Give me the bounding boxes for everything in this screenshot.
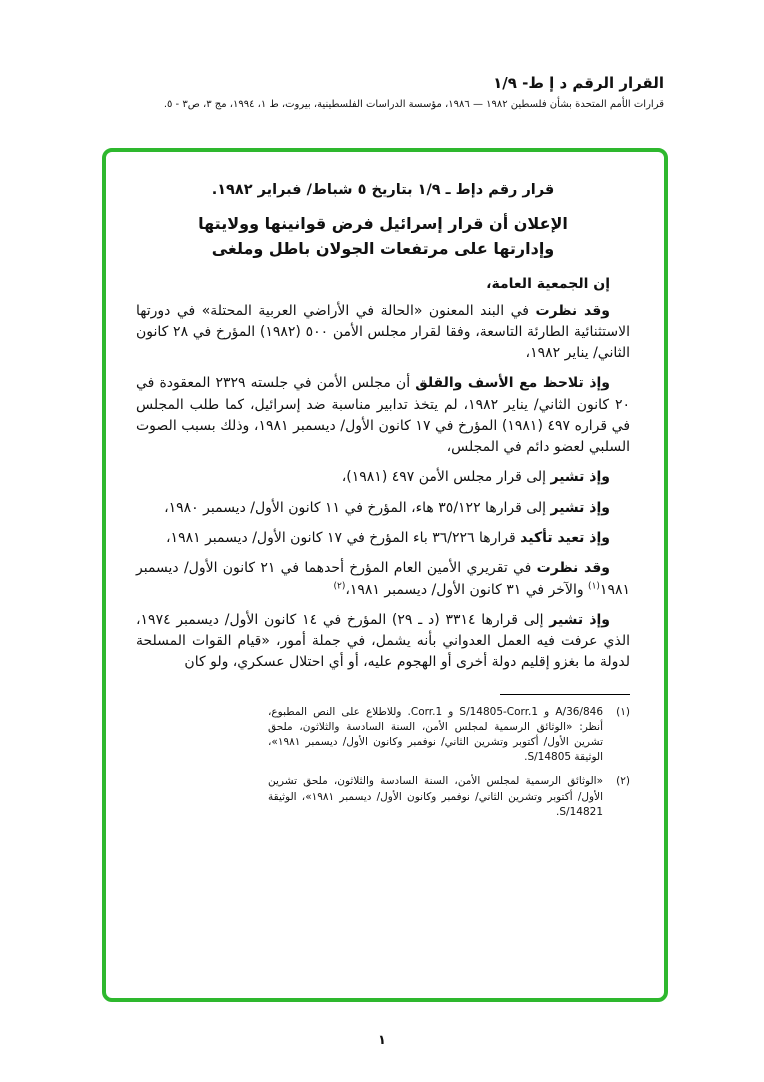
resolution-date-line: قرار رقم دإط ـ ١/٩ بتاريخ ٥ شباط/ فبراير ١٩٨٢. [211,182,555,198]
paragraph-lead: وإذ تشير [549,611,611,628]
paragraph-lead: وإذ تعيد تأكيد [520,529,610,546]
body-paragraph-4 [136,498,630,519]
page-number: ١ [378,1033,386,1048]
body-paragraph-3 [136,467,630,488]
footnote-ref-1: (١) [588,580,600,591]
footnote-2 [268,774,630,820]
paragraph-text: والآخر في ٣١ كانون الأول/ ديسمبر ١٩٨١، [345,581,589,598]
footnote-text: «الوثائق الرسمية لمجلس الأمن، السنة السادسة والثلاثون، ملحق تشرين الأول/ أكتوبر وتشرين الثاني/ نوفمبر وكانون الأول/ ديسمبر ١٩٨١»، الوثيقة S/14821. [268,775,603,818]
paragraph-lead: وقد نظرت [535,302,610,319]
paragraph-text: إلى قرار مجلس الأمن ٤٩٧ (١٩٨١)، [341,469,551,486]
opening-line: إن الجمعية العامة، [486,275,610,292]
resolution-title-line-1: الإعلان أن قرار إسرائيل فرض قوانينها وولايتها [198,214,568,233]
header-title: القرار الرقم د إ ط- ١/٩ [493,74,664,92]
footnote-separator [500,694,630,695]
footnotes-block [268,705,630,821]
content-frame [102,148,668,1002]
paragraph-text: في البند المعنون «الحالة في الأراضي العربية المحتلة» في دورتها الاستثنائية الطارئة التاسعة، وفقا لقرار مجلس الأمن ٥٠٠ (١٩٨٢) المؤرخ في ٢٨ كانون الثاني/ يناير ١٩٨٢، [136,302,631,362]
paragraph-lead: وقد نظرت [536,560,610,577]
paragraph-lead: وإذ تلاحظ مع الأسف والقلق [415,375,610,392]
header-source-line: قرارات الأمم المتحدة بشأن فلسطين ١٩٨٢ — ١٩٨٦، مؤسسة الدراسات الفلسطينية، بيروت، ط ١، ١٩٩٤، مج ٣، ص٣ - ٥. [163,99,664,110]
paragraph-lead: وإذ تشير [550,469,610,486]
body-paragraph-6 [136,558,630,601]
paragraph-text: أن مجلس الأمن في جلسته ٢٣٢٩ المعقودة في ٢٠ كانون الثاني/ يناير ١٩٨٢، لم يتخذ تدابير مناسبة ضد إسرائيل، كما طلب المجلس في قراره ٤٩٧ (١٩٨١) المؤرخ في ١٧ كانون الأول/ ديسمبر ١٩٨١، وذلك بسبب الصوت السلبي لعضو دائم في المجلس، [136,375,631,456]
body-paragraph-5 [136,528,630,549]
body-paragraph-1 [136,301,630,365]
footnote-ref-2: (٢) [333,580,346,591]
body-paragraph-7 [136,610,630,674]
paragraph-text: قرارها ٣٦/٢٢٦ باء المؤرخ في ١٧ كانون الأول/ ديسمبر ١٩٨١، [166,529,521,546]
footnote-text: A/36/846 و S/14805-Corr.1 و Corr.1. وللاطلاع على النص المطبوع، أنظر: «الوثائق الرسمية لمجلس الأمن، السنة السادسة والثلاثون، ملحق تشرين الأول/ أكتوبر وتشرين الثاني/ نوفمبر وكانون الأول/ ديسمبر ١٩٨١»، الوثيقة S/14805. [268,705,604,764]
footnote-marker: (١) [616,705,630,718]
body-paragraph-2 [136,373,630,458]
footnote-1 [268,705,630,766]
paragraph-text: إلى قرارها ٣٥/١٢٢ هاء، المؤرخ في ١١ كانون الأول/ ديسمبر ١٩٨٠، [164,499,551,516]
footnote-marker: (٢) [616,775,630,788]
page-header [98,74,664,110]
paragraph-text: إلى قرارها ٣٣١٤ (د ـ ٢٩) المؤرخ في ١٤ كانون الأول/ ديسمبر ١٩٧٤، الذي عرفت فيه العمل العدواني بأنه يشمل، في جملة أمور، «قيام القوات المسلحة لدولة ما بغزو إقليم دولة أخرى أو الهجوم عليه، أو أي احتلال عسكري، ولو كان [136,611,630,671]
paragraph-text: في تقريري الأمين العام المؤرخ أحدهما في ٢١ كانون الأول/ ديسمبر ١٩٨١ [136,560,630,598]
resolution-title-line-2: وإدارتها على مرتفعات الجولان باطل وملغى [211,238,555,258]
paragraph-lead: وإذ تشير [550,499,610,516]
